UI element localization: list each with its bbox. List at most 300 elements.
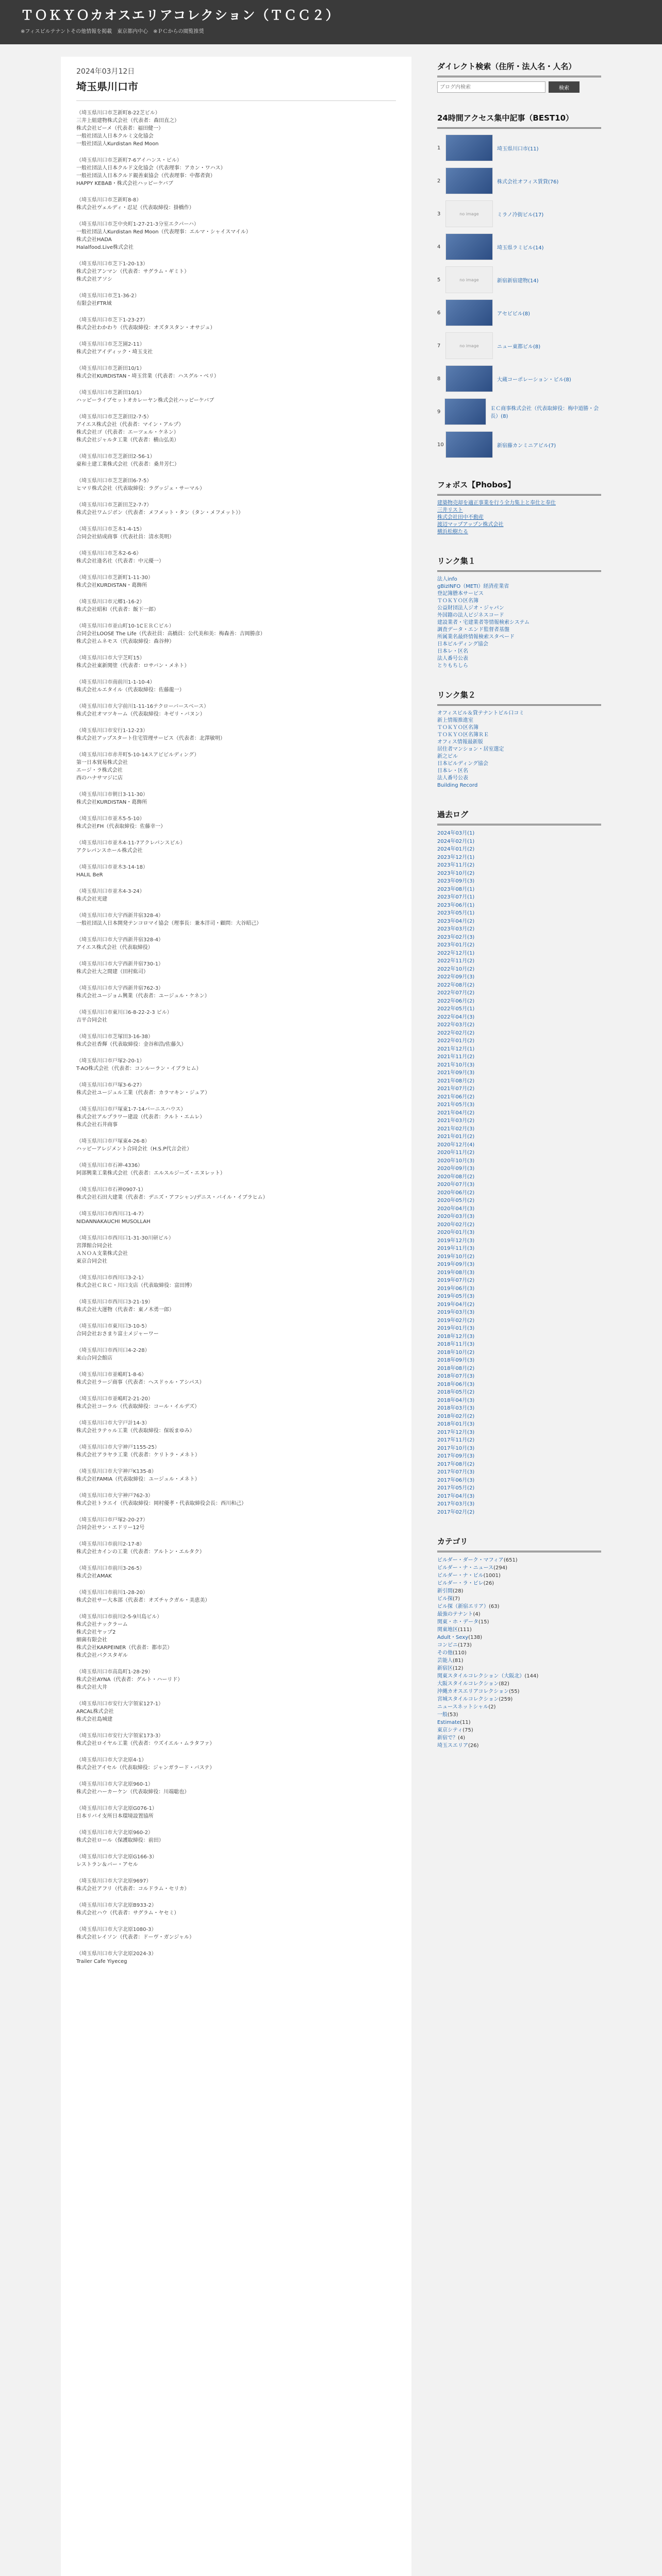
archive-link[interactable]: 2023年02月(3) (437, 934, 475, 940)
links2-link[interactable]: 新之ビル (437, 754, 458, 759)
entry-company: 株式会社ヴェルディ・忍足（代表取締役：掛橋作） (76, 205, 194, 211)
archive-link[interactable]: 2020年04月(3) (437, 1206, 475, 1212)
archive-link[interactable]: 2022年08月(2) (437, 982, 475, 988)
entry-address: （埼玉県川口市大宇戸計14-3） (76, 1420, 150, 1426)
entry-address: （埼玉県川口市芝新田10/1） (76, 390, 145, 396)
archive-link[interactable]: 2021年06月(2) (437, 1094, 475, 1100)
links1-link[interactable]: gBizINFO（METI）経済産業省 (437, 584, 509, 589)
phobos-link[interactable]: 渡辺マップアップン株式会社 (437, 522, 504, 528)
archive-link[interactable]: 2020年11月(2) (437, 1150, 475, 1156)
site-title[interactable]: ＴＯＫＹＯカオスエリアコレクション（ＴＣＣ２） (21, 8, 340, 23)
ranking-link[interactable]: 新宿藤カンミニアビル(7) (497, 443, 556, 449)
archive-list (437, 829, 601, 1516)
entry-block (76, 960, 396, 976)
phobos-link[interactable]: 三井リスト (437, 507, 463, 513)
archive-link[interactable]: 2019年07月(2) (437, 1278, 475, 1283)
category-link[interactable]: ビルダー・ナ・ビル (437, 1573, 484, 1579)
archive-link[interactable]: 2021年12月(1) (437, 1046, 475, 1052)
entry-company: ハッピーライブセットオカレーヤン株式会社ハッピーケバブ (76, 398, 214, 403)
archive-link[interactable]: 2021年11月(2) (437, 1054, 475, 1060)
links1-link[interactable]: 所属業名最終情報検索スタペード (437, 634, 515, 640)
entry-company: ARCAL株式会社 (76, 1709, 114, 1715)
entry-company: HALIL BeR (76, 872, 103, 878)
entry-address: （埼玉県川口市戸塚東4-26-8） (76, 1139, 150, 1144)
entry-company: ハッピーアレジメント合同会社（H.S.P代言会社） (76, 1146, 192, 1152)
entry-company: 株式会社大運物（代表者：東ノ木勇一郎） (76, 1307, 174, 1313)
category-link[interactable]: ビルダー・ダーク・マフィア (437, 1557, 504, 1563)
archive-link[interactable]: 2019年12月(3) (437, 1238, 475, 1244)
entry-block (76, 1347, 396, 1362)
links2-link[interactable]: Building Record (437, 783, 478, 788)
entry-address: （埼玉県川口市高島町1-28-29） (76, 1669, 154, 1675)
entry-company: 細菌有限会社 (76, 1637, 107, 1643)
category-count: (28) (453, 1588, 464, 1594)
category-item (437, 1587, 601, 1595)
archive-link[interactable]: 2017年05月(2) (437, 1485, 475, 1491)
entry-block (76, 751, 396, 782)
archive-link[interactable]: 2020年02月(2) (437, 1222, 475, 1228)
category-link[interactable]: 最強のテナント (437, 1612, 473, 1617)
entry-address: （埼玉県川口市芝本1-4-15） (76, 527, 145, 532)
entry-block (76, 1950, 396, 1965)
archive-link[interactable]: 2018年09月(3) (437, 1358, 475, 1363)
archive-link[interactable]: 2023年06月(1) (437, 902, 475, 908)
archive-link[interactable]: 2017年06月(3) (437, 1477, 475, 1483)
category-link[interactable]: ビル探（新宿エリア） (437, 1604, 489, 1609)
archive-link[interactable]: 2020年10月(3) (437, 1158, 475, 1164)
entry-address: （埼玉県川口市芝1-36-2） (76, 293, 140, 299)
entry-address: （埼玉県川口市戸塚2-20-27） (76, 1517, 148, 1523)
ranking-thumbnail[interactable]: no image (445, 266, 493, 293)
category-item (437, 1719, 601, 1726)
entry-block (76, 1805, 396, 1820)
archive-link[interactable]: 2019年02月(2) (437, 1317, 475, 1324)
ranking-thumbnail[interactable] (444, 398, 486, 425)
ranking-item (437, 265, 601, 295)
category-count: (144) (524, 1673, 539, 1679)
archive-link[interactable]: 2022年09月(3) (437, 974, 475, 980)
archive-link[interactable]: 2021年07月(2) (437, 1086, 475, 1092)
links1-link[interactable]: 建設業者・宅建業者等情報検索システム (437, 620, 529, 625)
archive-link[interactable]: 2019年03月(3) (437, 1310, 475, 1315)
category-count: (75) (462, 1727, 473, 1733)
category-link[interactable]: 東京シティ (437, 1727, 463, 1733)
links2-link[interactable]: 居住者マンション・居室選定 (437, 747, 504, 752)
category-link[interactable]: 関東・ホ・データ (437, 1619, 478, 1625)
category-count: (81) (453, 1658, 464, 1664)
entry-block (76, 1081, 396, 1097)
ranking-item (437, 166, 601, 196)
archive-link[interactable]: 2018年10月(2) (437, 1349, 475, 1355)
archive-link[interactable]: 2018年04月(3) (437, 1397, 475, 1403)
ranking-thumbnail[interactable]: no image (445, 332, 493, 359)
archive-link[interactable]: 2020年12月(4) (437, 1142, 475, 1148)
archive-link[interactable]: 2020年06月(2) (437, 1190, 475, 1196)
entry-block (76, 1395, 396, 1411)
ranking-link[interactable]: 株式会社オフィス賃貸(76) (497, 179, 559, 185)
category-link[interactable]: 関東スタイルコレクション（大阪北） (437, 1673, 525, 1679)
entry-block (76, 157, 396, 188)
entry-company: HAPPY KEBAB・株式会社ハッピーケバブ (76, 181, 173, 187)
archive-link[interactable]: 2021年10月(3) (437, 1062, 475, 1068)
category-item (437, 1649, 601, 1657)
archive-link[interactable]: 2023年12月(1) (437, 854, 475, 860)
entry-company: アイエス株式会社（代表者：マイン・アルプ） (76, 422, 184, 428)
archive-link[interactable]: 2018年03月(3) (437, 1405, 475, 1411)
archive-link[interactable]: 2017年10月(3) (437, 1445, 475, 1451)
entry-company: 株式会社石田大建業（代表者：デニズ・アフシャン/デニス・バイル・イブラヒム） (76, 1195, 268, 1200)
entry-address: （埼玉県川口市芝本2-6-6） (76, 551, 142, 556)
entry-company: 合同会社LOOSE The Life（代表社員：高橋員：公代美和美：梅森善：吉岡勝彦） (76, 631, 266, 637)
links1-link[interactable]: 外国籍の法人ビジネスコード (437, 613, 504, 618)
links2-link[interactable]: ＴＯＫＹＯ区名簿ＲＥ (437, 732, 489, 738)
entry-address: （埼玉県川口市芝芝新田2-56-1） (76, 454, 155, 460)
archive-link[interactable]: 2023年01月(2) (437, 942, 475, 948)
entry-address: （埼玉県川口市芝新町8-8） (76, 197, 142, 203)
entry-block (76, 679, 396, 694)
links1-link[interactable]: 法人番号公表 (437, 656, 468, 662)
links2-link[interactable]: 法人番号公表 (437, 775, 468, 781)
links2-link[interactable]: オフィスビル＆貸テナントビル口コミ (437, 710, 524, 716)
archive-link[interactable]: 2018年02月(2) (437, 1413, 475, 1419)
archive-link[interactable]: 2023年03月(2) (437, 926, 475, 932)
archive-link[interactable]: 2023年10月(2) (437, 870, 475, 876)
ranking-thumbnail[interactable]: no image (445, 200, 493, 227)
archive-link[interactable]: 2020年03月(3) (437, 1214, 475, 1219)
entry-company: 株式会社トラエイ（代表取締役：岡村優孝・代表取締役会長：西川和己） (76, 1501, 246, 1506)
ranking-number: 10 (437, 442, 444, 448)
entry-address: （埼玉県川口市並木5-5-10） (76, 816, 145, 822)
archive-link[interactable]: 2017年12月(3) (437, 1429, 475, 1435)
archive-link[interactable]: 2019年10月(2) (437, 1253, 475, 1260)
archive-link[interactable]: 2019年06月(3) (437, 1285, 475, 1292)
archive-link[interactable]: 2020年05月(2) (437, 1198, 475, 1204)
entry-company: 株式会社大井 (76, 1685, 107, 1690)
entry-company: 株式会社AMAK (76, 1573, 112, 1579)
archive-link[interactable]: 2024年03月(1) (437, 831, 475, 836)
archive-link[interactable]: 2018年08月(2) (437, 1365, 475, 1371)
entry-company: 株式会社KURDISTAN・葛飾所 (76, 583, 147, 588)
category-count: (7) (453, 1596, 460, 1602)
ranking-number: 8 (437, 376, 441, 382)
category-item (437, 1595, 601, 1603)
entry-address: （埼玉県川口市大字北原960-2） (76, 1830, 154, 1836)
entry-address: （埼玉県川口市西川口1-31-30川研ビル） (76, 1235, 174, 1241)
category-count: (138) (468, 1635, 483, 1640)
archive-link[interactable]: 2019年09月(3) (437, 1262, 475, 1267)
category-count: (651) (503, 1557, 518, 1563)
ranking-thumbnail[interactable] (445, 431, 493, 458)
category-item (437, 1711, 601, 1719)
entry-block (76, 1298, 396, 1314)
links2-link[interactable]: 日本レ・区名 (437, 768, 468, 774)
category-count: (1001) (483, 1573, 501, 1579)
category-count: (110) (453, 1650, 467, 1656)
links1-link[interactable]: 調査データ・エンド監督者基盤 (437, 627, 509, 633)
archive-link[interactable]: 2023年04月(2) (437, 918, 475, 924)
phobos-links (437, 500, 601, 536)
entry-block (76, 1234, 396, 1265)
phobos-link[interactable]: 株式会社田中不動産 (437, 515, 484, 520)
entry-company: 株式会社KURDISTAN・葛飾所 (76, 800, 147, 805)
ranking-link[interactable]: 埼玉県ラミビル(14) (497, 245, 544, 251)
category-item (437, 1626, 601, 1634)
ranking-link[interactable]: ＥＣ商事株式会社（代表取締役：梅中道勝・会長）(8) (490, 406, 599, 419)
links1-list (437, 576, 601, 670)
category-link[interactable]: 沖縄カオスエリアコレクション (437, 1689, 509, 1694)
entry-address: （埼玉県川口市大宇神戸K135-8） (76, 1469, 157, 1475)
entry-company: 株式会社ヤップ2 (76, 1630, 116, 1635)
archive-link[interactable]: 2018年05月(2) (437, 1389, 475, 1395)
entry-address: （埼玉県川口市前川2-5-9川島ビル） (76, 1614, 162, 1620)
links2-link[interactable]: 日本ビルディング協会 (437, 761, 488, 767)
site-subtitle: ※フィスビルテナントその他情報を掲載 東京都内中心 ※ＰＣからの閲覧推奨 (21, 29, 204, 35)
entry-block (76, 1323, 396, 1338)
entry-address: （埼玉県川口市大字北原9697） (76, 1878, 152, 1884)
category-link[interactable]: Adult・Sexy (437, 1635, 469, 1640)
category-link[interactable]: 新宿で？ (437, 1735, 458, 1741)
category-count: (173) (458, 1642, 472, 1648)
archive-link[interactable]: 2021年02月(3) (437, 1126, 475, 1132)
category-link[interactable]: 新引間 (437, 1588, 453, 1594)
archive-link[interactable]: 2024年02月(1) (437, 838, 475, 844)
entry-company: 株式会社アイディック・埼玉支社 (76, 349, 153, 355)
category-item (437, 1634, 601, 1641)
ranking-link[interactable]: 新宿新宿建物(14) (497, 278, 539, 284)
entry-block (76, 453, 396, 468)
category-link[interactable]: その他 (437, 1650, 453, 1656)
ranking-heading: 24時間アクセス集中記事（BEST10） (437, 108, 601, 129)
archive-link[interactable]: 2020年08月(2) (437, 1174, 475, 1180)
category-link[interactable]: ニュースネットシャル (437, 1704, 489, 1710)
ranking-thumbnail[interactable] (445, 134, 493, 161)
ranking-number: 7 (437, 343, 441, 349)
archive-link[interactable]: 2018年11月(3) (437, 1342, 475, 1347)
entry-block (76, 477, 396, 493)
entry-address: （埼玉県川口市安行1-12-23） (76, 728, 148, 734)
ranking-number: 6 (437, 310, 441, 316)
post-date: 2024年03月12日 (76, 67, 135, 76)
archive-link[interactable]: 2021年09月(3) (437, 1070, 475, 1076)
archive-link[interactable]: 2022年03月(2) (437, 1022, 475, 1028)
entry-address: （埼玉県川口市安行大字領家173-3） (76, 1733, 164, 1739)
ranking-thumbnail[interactable] (445, 365, 493, 392)
archive-link[interactable]: 2023年08月(1) (437, 886, 475, 892)
ranking-link[interactable]: 埼玉県川口市(11) (497, 146, 539, 152)
phobos-link[interactable]: 横浜松樹たる (437, 529, 468, 535)
archive-link[interactable]: 2017年11月(2) (437, 1437, 475, 1443)
ranking-thumbnail[interactable] (445, 167, 493, 194)
archive-link[interactable]: 2023年07月(1) (437, 894, 475, 900)
entry-company: NIDANNAKAUCHI MUSOLLAH (76, 1219, 151, 1225)
archive-link[interactable]: 2022年07月(2) (437, 990, 475, 996)
category-link[interactable]: ビルダー・ラ・ビレ (437, 1581, 484, 1586)
entry-address: （埼玉県川口市芝下1-23-27） (76, 317, 148, 323)
archive-link[interactable]: 2017年04月(3) (437, 1493, 475, 1499)
ranking-link[interactable]: ニュー東都ビル(8) (497, 344, 541, 350)
category-count: (4) (458, 1735, 466, 1741)
ranking-number: 4 (437, 244, 441, 250)
archive-link[interactable]: 2021年03月(2) (437, 1118, 475, 1124)
links1-link[interactable]: 日本レ・区名 (437, 649, 468, 654)
entry-block (76, 316, 396, 332)
entry-company: Halalfood.Live株式会社 (76, 245, 134, 250)
archive-link[interactable]: 2023年09月(3) (437, 878, 475, 884)
ranking-thumbnail[interactable] (445, 299, 493, 326)
archive-link[interactable]: 2018年06月(3) (437, 1381, 475, 1387)
ranking-link[interactable]: 大蔵コーポレーション・ビル(8) (497, 377, 571, 383)
archive-link[interactable]: 2021年05月(3) (437, 1102, 475, 1108)
entry-company: 宮澤館合同会社 (76, 1243, 112, 1249)
category-link[interactable]: 宮城スタイルコレクション (437, 1697, 499, 1702)
category-link[interactable]: 関東地区 (437, 1627, 458, 1633)
archive-link[interactable]: 2017年07月(3) (437, 1469, 475, 1475)
category-count: (294) (493, 1565, 507, 1571)
archive-link[interactable]: 2019年05月(3) (437, 1294, 475, 1299)
category-link[interactable]: 芸能人 (437, 1658, 453, 1664)
phobos-link[interactable]: 建築物売却を適正事業を行う全力集上と奉仕と奉仕 (437, 500, 556, 506)
entry-company: 一般社団法人日本クルド文化協会（代表理事：アカン・ワハス） (76, 165, 226, 171)
entry-block (76, 1902, 396, 1917)
entry-company: 株式会社KURDISTAN・埼玉営業（代表者：ハスグル・ベリ） (76, 374, 219, 379)
entry-address: （埼玉県川口市芝芝園2-11） (76, 342, 145, 347)
search-input[interactable] (437, 81, 545, 93)
archive-link[interactable]: 2019年04月(2) (437, 1301, 475, 1308)
entry-address: （埼玉県川口市戸塚3-6-27） (76, 1082, 145, 1088)
links1-link[interactable]: 公益財団法人ジオ・ジャパン (437, 605, 504, 611)
archive-link[interactable]: 2020年01月(3) (437, 1230, 475, 1235)
archive-link[interactable]: 2018年01月(3) (437, 1421, 475, 1427)
archive-link[interactable]: 2018年07月(3) (437, 1374, 475, 1379)
entry-address: （埼玉県川口市芝芝新田2-7-5） (76, 414, 152, 420)
category-link[interactable]: Estimate (437, 1720, 460, 1725)
entry-block (76, 221, 396, 251)
archive-link[interactable]: 2019年08月(3) (437, 1269, 475, 1276)
links1-link[interactable]: 法人info (437, 577, 457, 582)
archive-link[interactable]: 2023年11月(2) (437, 862, 475, 868)
entry-company: 株式会社アラヤラ工業（代表者：ケリトラ・メネト） (76, 1452, 200, 1458)
entry-company: 株式会社石井商事 (76, 1122, 118, 1128)
entry-block (76, 654, 396, 670)
archive-link[interactable]: 2017年08月(2) (437, 1461, 475, 1467)
links1-link[interactable]: 日本ビルディング協会 (437, 641, 488, 647)
archive-link[interactable]: 2018年12月(3) (437, 1333, 475, 1340)
entry-address: （埼玉県川口市芝芝新田6-7-5） (76, 478, 152, 484)
entry-address: （埼玉県川口市前川2-17-8） (76, 1541, 145, 1547)
archive-link[interactable]: 2021年01月(2) (437, 1134, 475, 1140)
entry-block (76, 389, 396, 404)
ranking-item (437, 232, 601, 262)
archive-link[interactable]: 2019年11月(3) (437, 1246, 475, 1251)
entry-company: 一般社団法人Kurdistan Red Moon（代表理事：エルマ・シャイスマイル） (76, 229, 251, 235)
ranking-item (437, 397, 601, 427)
entry-block (76, 109, 396, 148)
ranking-number: 1 (437, 145, 441, 151)
entry-address: （埼玉県川口市並嶋町2-21-20） (76, 1396, 154, 1402)
archive-link[interactable]: 2022年12月(1) (437, 950, 475, 956)
ranking-item (437, 364, 601, 394)
category-count: (26) (468, 1743, 479, 1749)
category-link[interactable]: コンビニ (437, 1642, 458, 1648)
entry-address: （埼玉県川口市西川口3-21-19） (76, 1299, 154, 1305)
archive-link[interactable]: 2022年05月(1) (437, 1006, 475, 1012)
category-link[interactable]: 新宿区 (437, 1666, 453, 1671)
category-count: (26) (483, 1581, 494, 1586)
archive-link[interactable]: 2021年04月(2) (437, 1110, 475, 1116)
ranking-number: 5 (437, 277, 441, 283)
entry-company: 西のハナサマジに店 (76, 775, 123, 781)
entry-address: （埼玉県川口市前川3-26-5） (76, 1566, 145, 1571)
entry-address: （埼玉県川口市大宇神戸762-3） (76, 1493, 154, 1499)
archive-link[interactable]: 2017年09月(3) (437, 1453, 475, 1459)
links2-link[interactable]: オフィス情報最新版 (437, 739, 483, 745)
entry-list (76, 109, 396, 1965)
entry-address: （埼玉県川口市芝下1-20-13） (76, 261, 148, 267)
entry-block (76, 1419, 396, 1435)
entry-block (76, 1468, 396, 1483)
category-link[interactable]: ビル探 (437, 1596, 453, 1602)
archive-link[interactable]: 2021年08月(2) (437, 1078, 475, 1084)
links1-link[interactable]: 登記簿謄本サービス (437, 591, 484, 597)
archive-link[interactable]: 2020年07月(3) (437, 1182, 475, 1188)
entry-address: （埼玉県川口市東川口3-10-5） (76, 1324, 150, 1329)
archive-link[interactable]: 2017年03月(3) (437, 1501, 475, 1507)
entry-company: 株式会社アイセル（代表取締役：ジャンガラード・バステ） (76, 1765, 215, 1771)
links2-link[interactable]: 新上情報推進室 (437, 718, 473, 723)
search-heading: ダイレクト検索（住所・法人名・人名） (437, 57, 601, 77)
category-link[interactable]: 一般 (437, 1712, 448, 1718)
archive-link[interactable]: 2019年01月(3) (437, 1326, 475, 1331)
entry-address: （埼玉県川口市朝日3-11-30） (76, 792, 148, 798)
entry-company: 一般社団法人Kurdistan Red Moon (76, 141, 159, 147)
entry-address: （埼玉県川口市石神-4336） (76, 1163, 143, 1168)
archive-link[interactable]: 2024年01月(2) (437, 846, 475, 852)
archive-link[interactable]: 2017年02月(2) (437, 1509, 475, 1515)
category-link[interactable]: 埼玉スエリア (437, 1743, 468, 1749)
category-item (437, 1641, 601, 1649)
ranking-link[interactable]: ミラノ冷街ビル(17) (497, 212, 544, 218)
links1-link[interactable]: ＴＯＫＹＯ区名簿 (437, 598, 478, 604)
category-link[interactable]: 大阪スタイルコレクション (437, 1681, 499, 1687)
archive-link[interactable]: 2022年04月(3) (437, 1014, 475, 1020)
search-button[interactable]: 検索 (549, 81, 580, 93)
ranking-item (437, 298, 601, 328)
archive-link[interactable]: 2022年10月(2) (437, 966, 475, 972)
entry-company: 株式会社アルプラワー建設（代表者：クルト・エムレ） (76, 1114, 205, 1120)
entry-block (76, 1371, 396, 1386)
archive-link[interactable]: 2022年11月(2) (437, 958, 475, 964)
category-link[interactable]: ビルダー・ナ・ニュース (437, 1565, 494, 1571)
entry-block (76, 622, 396, 646)
ranking-thumbnail[interactable] (445, 233, 493, 260)
archive-link[interactable]: 2023年05月(1) (437, 910, 475, 916)
archive-link[interactable]: 2020年09月(3) (437, 1166, 475, 1172)
entry-company: ＡＮＯＡ支業株式会社 (76, 1251, 128, 1257)
category-count: (11) (460, 1720, 471, 1725)
archive-link[interactable]: 2022年02月(2) (437, 1030, 475, 1036)
entry-address: （埼玉県川口市芝新田芝2-7-7） (76, 502, 152, 508)
category-count: (53) (448, 1712, 458, 1718)
archive-link[interactable]: 2022年06月(2) (437, 998, 475, 1004)
ranking-link[interactable]: アセビビル(8) (497, 311, 531, 317)
archive-link[interactable]: 2022年01月(2) (437, 1038, 475, 1044)
entry-block (76, 1210, 396, 1226)
links2-link[interactable]: ＴＯＫＹＯ区名簿 (437, 725, 478, 731)
entry-company: 合同会社おさまり富士メジャーワー (76, 1331, 159, 1337)
entry-address: （埼玉県川口市南前川1-1-10-4） (76, 680, 155, 685)
entry-company: 株式会社ユージュル工業（代表者：カラマキン・ジュア） (76, 1090, 210, 1096)
links1-link[interactable]: とりもちしら (437, 663, 468, 669)
